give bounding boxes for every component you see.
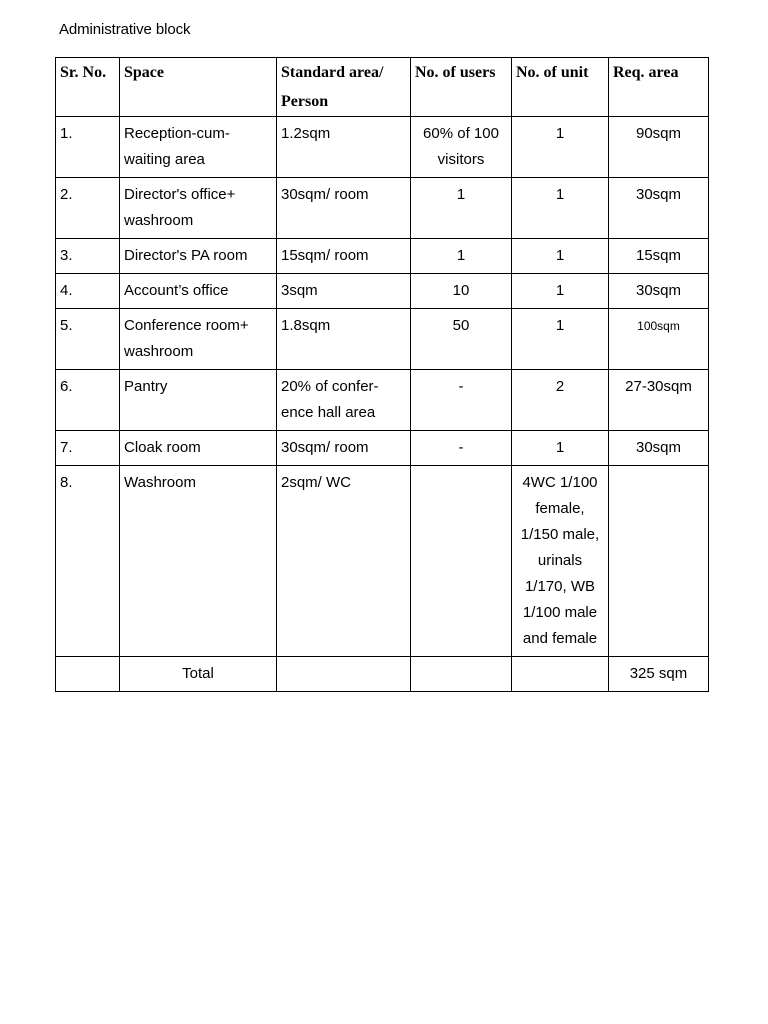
cell-sr-no: 3. [56, 239, 120, 274]
cell-standard-area: 1.2sqm [277, 117, 411, 178]
cell-space: Reception-cum-waiting area [120, 117, 277, 178]
cell-sr-no: 1. [56, 117, 120, 178]
cell-space: Pantry [120, 370, 277, 431]
cell-req-area: 30sqm [609, 178, 709, 239]
table-row [56, 117, 709, 178]
header-req-area: Req. area [609, 58, 709, 117]
cell-space: Conference room+ washroom [120, 309, 277, 370]
table-row [56, 431, 709, 466]
total-label: Total [120, 657, 277, 692]
cell-empty [512, 657, 609, 692]
header-no-of-users: No. of users [411, 58, 512, 117]
cell-space: Director's office+ washroom [120, 178, 277, 239]
cell-standard-area: 1.8sqm [277, 309, 411, 370]
cell-unit: 1 [512, 239, 609, 274]
cell-unit: 1 [512, 309, 609, 370]
cell-unit: 1 [512, 178, 609, 239]
table-row [56, 178, 709, 239]
cell-users [411, 466, 512, 657]
cell-space: Cloak room [120, 431, 277, 466]
cell-req-area: 100sqm [609, 309, 709, 370]
cell-empty [56, 657, 120, 692]
cell-users: - [411, 370, 512, 431]
cell-unit: 2 [512, 370, 609, 431]
cell-req-area: 90sqm [609, 117, 709, 178]
cell-users: 1 [411, 239, 512, 274]
total-value: 325 sqm [609, 657, 709, 692]
table-row [56, 274, 709, 309]
cell-users: 1 [411, 178, 512, 239]
cell-req-area: 27-30sqm [609, 370, 709, 431]
cell-standard-area: 2sqm/ WC [277, 466, 411, 657]
cell-space: Washroom [120, 466, 277, 657]
header-no-of-unit: No. of unit [512, 58, 609, 117]
header-sr-no: Sr. No. [56, 58, 120, 117]
cell-req-area: 30sqm [609, 274, 709, 309]
cell-users: 10 [411, 274, 512, 309]
document-title: Administrative block [59, 21, 191, 38]
table-header-row [56, 58, 709, 117]
cell-req-area: 30sqm [609, 431, 709, 466]
cell-users: 60% of 100 visitors [411, 117, 512, 178]
cell-standard-area: 20% of confer-ence hall area [277, 370, 411, 431]
cell-sr-no: 5. [56, 309, 120, 370]
cell-req-area [609, 466, 709, 657]
table-row [56, 239, 709, 274]
cell-users: 50 [411, 309, 512, 370]
table-row [56, 466, 709, 657]
cell-standard-area: 3sqm [277, 274, 411, 309]
header-standard-area: Standard area/ Person [277, 58, 411, 117]
cell-sr-no: 2. [56, 178, 120, 239]
cell-sr-no: 6. [56, 370, 120, 431]
cell-space: Director's PA room [120, 239, 277, 274]
total-row [56, 657, 709, 692]
table-row [56, 309, 709, 370]
table-row [56, 370, 709, 431]
cell-unit: 1 [512, 274, 609, 309]
cell-standard-area: 30sqm/ room [277, 431, 411, 466]
cell-unit: 1 [512, 431, 609, 466]
cell-empty [277, 657, 411, 692]
cell-sr-no: 8. [56, 466, 120, 657]
cell-users: - [411, 431, 512, 466]
cell-sr-no: 7. [56, 431, 120, 466]
cell-unit: 4WC 1/100 female, 1/150 male, urinals 1/170, WB 1/100 male and female [512, 466, 609, 657]
space-requirements-table [55, 57, 709, 692]
cell-standard-area: 30sqm/ room [277, 178, 411, 239]
cell-sr-no: 4. [56, 274, 120, 309]
cell-space: Account’s office [120, 274, 277, 309]
cell-standard-area: 15sqm/ room [277, 239, 411, 274]
cell-req-area: 15sqm [609, 239, 709, 274]
cell-unit: 1 [512, 117, 609, 178]
header-space: Space [120, 58, 277, 117]
cell-empty [411, 657, 512, 692]
